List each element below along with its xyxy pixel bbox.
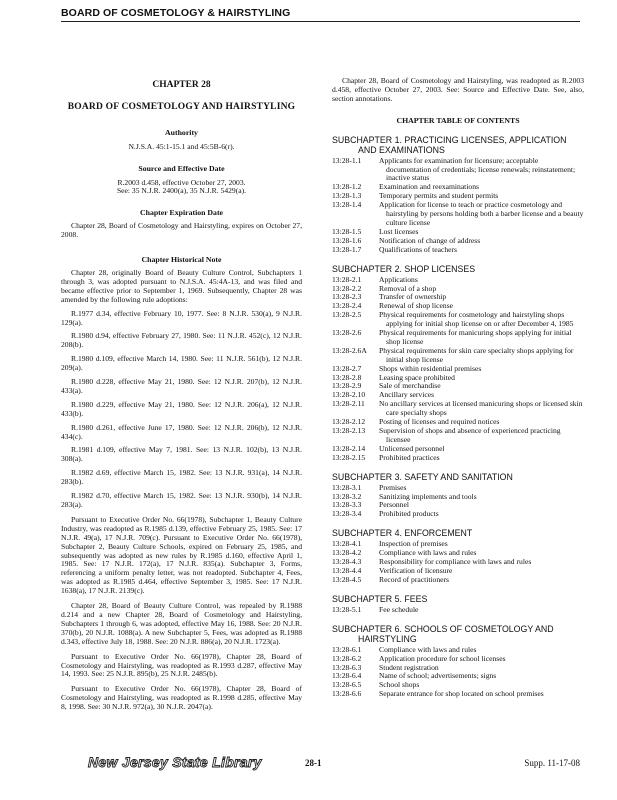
chapter-title: BOARD OF COSMETOLOGY AND HAIRSTYLING (67, 101, 296, 112)
section-list (332, 606, 584, 615)
section-title: Notification of change of address (379, 235, 481, 245)
history-continued: Chapter 28, Board of Cosmetology and Hairstyling, was readopted as R.2003 d.458, effective October 27, 2003. See: Source and Effective Date. See, also, section annotations. (332, 76, 584, 103)
section-list (332, 646, 584, 699)
section-number: 13:28-4.5 (332, 574, 362, 584)
subchapter-title: SUBCHAPTER 2. SHOP LICENSES (332, 263, 476, 274)
page-footer (0, 754, 617, 774)
section-number: 13:28-2.8 (332, 372, 362, 382)
section-title: Compliance with laws and rules (379, 548, 477, 558)
toc-entry (332, 567, 584, 576)
section-number: 13:28-4.1 (332, 539, 362, 549)
authority-heading: Authority (165, 127, 198, 137)
section-list (332, 484, 584, 520)
section-title: Examination and reexaminations (379, 182, 479, 192)
section-title: Sale of merchandise (379, 381, 441, 391)
section-number: 13:28-6.6 (332, 689, 362, 699)
section-title: Physical requirements for manicuring shops applying for initial shop license (379, 328, 572, 346)
toc-entry (332, 329, 584, 347)
toc-entry (332, 672, 584, 681)
authority-text: N.J.S.A. 45:1-15.1 and 45:5B-6(r). (128, 141, 235, 151)
toc-entry (332, 400, 584, 418)
supplement-date: Supp. 11-17-08 (524, 758, 580, 768)
section-title: Sanitizing implements and tools (379, 491, 477, 501)
section-title: Posting of licenses and required notices (379, 417, 500, 427)
section-title: Student registration (379, 662, 439, 672)
toc-entry (332, 311, 584, 329)
subchapter-heading (332, 528, 584, 538)
section-title: Prohibited practices (379, 452, 440, 462)
section-number: 13:28-2.14 (332, 443, 366, 453)
section-title: Leasing space prohibited (379, 372, 455, 382)
section-title: Ancillary services (379, 390, 435, 400)
section-number: 13:28-3.4 (332, 509, 362, 519)
section-title: Record of practitioners (379, 574, 450, 584)
toc-entry (332, 576, 584, 585)
section-number: 13:28-1.1 (332, 155, 362, 165)
section-title: Compliance with laws and rules (379, 644, 477, 654)
source-heading: Source and Effective Date (138, 163, 225, 173)
section-number: 13:28-2.1 (332, 274, 362, 284)
section-title: Unlicensed personnel (379, 443, 445, 453)
toc-entry (332, 655, 584, 664)
right-column (332, 77, 584, 699)
rule-adoption-item: R.1980 d.228, effective May 21, 1980. See: 12 N.J.R. 207(b), 12 N.J.R. 433(a). (61, 377, 302, 395)
toc-entry (332, 510, 584, 519)
section-title: Lost licenses (379, 226, 419, 236)
rule-adoption-item: R.1982 d.69, effective March 15, 1982. See: 13 N.J.R. 931(a), 14 N.J.R. 283(b). (61, 468, 302, 487)
section-title: Application procedure for school licenses (379, 653, 506, 663)
toc-entry (332, 493, 584, 502)
source-line-2: See: 35 N.J.R. 2400(a), 35 N.J.R. 5429(a). (116, 186, 247, 196)
section-title: Inspection of premises (379, 539, 448, 549)
section-number: 13:28-5.1 (332, 604, 362, 614)
rule-adoption-item: R.1982 d.70, effective March 15, 1982. See: 13 N.J.R. 930(b), 14 N.J.R. 283(a). (61, 491, 302, 509)
table-of-contents (332, 135, 584, 700)
section-title: Applicants for examination for licensure; acceptable documentation of credentials; license renewals; reinstatement; inactive status (379, 155, 576, 183)
subchapter-heading (332, 594, 584, 604)
library-watermark: New Jersey State Library (88, 754, 262, 770)
toc-entry (332, 606, 584, 615)
section-number: 13:28-2.6A (332, 345, 367, 355)
section-number: 13:28-6.1 (332, 644, 362, 654)
rule-adoption-item: R.1980 d.261, effective June 17, 1980. See: 12 N.J.R. 206(b), 12 N.J.R. 434(c). (61, 422, 302, 441)
section-number: 13:28-2.5 (332, 310, 362, 320)
left-column (61, 77, 302, 712)
toc-entry (332, 276, 584, 285)
section-number: 13:28-4.4 (332, 565, 362, 575)
toc-entry (332, 374, 584, 383)
section-number: 13:28-2.13 (332, 426, 366, 435)
section-title: Fee schedule (379, 604, 419, 614)
toc-entry (332, 246, 584, 255)
section-title: Temporary permits and student permits (379, 191, 499, 201)
section-number: 13:28-6.3 (332, 662, 362, 672)
history-paragraph: Pursuant to Executive Order No. 66(1978), Chapter 28, Board of Cosmetology and Hairstyling, was readopted as R.1993 d.287, effective May 14, 1993. See: 25 N.J.R. 895(b), 25 N.J.R. 2485(b). (61, 651, 302, 679)
toc-entry (332, 445, 584, 454)
toc-entry (332, 501, 584, 510)
toc-heading: CHAPTER TABLE OF CONTENTS (396, 115, 520, 125)
section-number: 13:28-2.15 (332, 452, 366, 462)
section-number: 13:28-1.7 (332, 244, 362, 254)
toc-entry (332, 285, 584, 294)
section-number: 13:28-4.2 (332, 548, 362, 558)
section-number: 13:28-6.2 (332, 653, 362, 663)
section-title: Personnel (379, 500, 409, 510)
subchapter-heading (332, 135, 584, 155)
expiration-heading: Chapter Expiration Date (139, 208, 224, 218)
expiration-text: Chapter 28, Board of Cosmetology and Hairstyling, expires on October 27, 2008. (61, 221, 302, 240)
section-list (332, 276, 584, 463)
history-heading: Chapter Historical Note (141, 255, 222, 265)
section-title: Responsibility for compliance with laws and rules (379, 557, 532, 567)
section-title: Transfer of ownership (379, 292, 447, 302)
subchapter-title: SUBCHAPTER 6. SCHOOLS OF COSMETOLOGY AND (332, 623, 554, 634)
toc-entry (332, 427, 584, 445)
section-number: 13:28-1.5 (332, 226, 362, 236)
subchapter-heading (332, 472, 584, 482)
subchapter-title: SUBCHAPTER 1. PRACTICING LICENSES, APPLICATION (332, 134, 567, 145)
section-number: 13:28-2.12 (332, 417, 366, 427)
section-title: Name of school; advertisements; signs (379, 671, 497, 681)
section-number: 13:28-2.10 (332, 390, 366, 400)
rule-adoption-item: R.1980 d.229, effective May 21, 1980. See: 12 N.J.R. 206(a), 12 N.J.R. 433(b). (61, 399, 302, 418)
running-head: BOARD OF COSMETOLOGY & HAIRSTYLING (61, 7, 291, 19)
section-title: Removal of a shop (379, 283, 437, 293)
toc-entry (332, 237, 584, 246)
subchapter-heading (332, 624, 584, 644)
history-paragraph: Pursuant to Executive Order No. 66(1978), Subchapter 1, Beauty Culture Industry, was readopted as R.1985 d.139, effective February 25, 1985. See: 17 N.J.R. 49(a), 17 N.J.R. 709(c). Pursuant to Executive Order No. 66(1978), Subchapter 2, Beauty Culture Schools, expired on February 25, 1985, and subsequently was adopted as new rules by R.1985 d.160, effective April 1, 1985. See: 17 N.J.R. 172(a), 17 N.J.R. 835(a). Subchapter 3, Forms, referencing a uniform penalty letter, was not readopted. Subchapter 4, Fees, was adopted as R.1985 d.464, effective September 3, 1985. See: 17 N.J.R. 1638(a), 17 N.J.R. 2139(c). (61, 514, 302, 596)
toc-entry (332, 454, 584, 463)
section-title: Applications (379, 274, 418, 284)
toc-entry (332, 365, 584, 374)
section-number: 13:28-1.2 (332, 182, 362, 192)
rule-adoption-list (61, 310, 302, 510)
subchapter-title: SUBCHAPTER 4. ENFORCEMENT (332, 528, 473, 539)
section-number: 13:28-2.7 (332, 363, 362, 373)
page-number: 28-1 (305, 758, 322, 768)
source-line-1: R.2003 d.458, effective October 27, 2003. (117, 177, 246, 187)
section-list (332, 540, 584, 585)
section-number: 13:28-2.9 (332, 381, 362, 391)
section-number: 13:28-3.1 (332, 482, 362, 492)
section-number: 13:28-6.5 (332, 680, 362, 690)
subchapter-heading (332, 264, 584, 274)
toc-entry (332, 293, 584, 302)
toc-entry (332, 690, 584, 699)
section-number: 13:28-1.4 (332, 200, 362, 210)
subchapter-title: SUBCHAPTER 5. FEES (332, 593, 428, 604)
section-number: 13:28-2.11 (332, 399, 365, 409)
section-number: 13:28-1.3 (332, 191, 362, 201)
section-number: 13:28-3.2 (332, 491, 362, 501)
chapter-number: CHAPTER 28 (152, 80, 211, 90)
subchapter-title: SUBCHAPTER 3. SAFETY AND SANITATION (332, 471, 513, 482)
rule-adoption-item: R.1977 d.34, effective February 10, 1977. See: 8 N.J.R. 530(a), 9 N.J.R. 129(a). (61, 308, 302, 327)
section-title: Supervision of shops and absence of experienced practicing licensee (379, 426, 561, 444)
rule-adoption-item: R.1980 d.94, effective February 27, 1980. See: 11 N.J.R. 452(c), 12 N.J.R. 208(b). (61, 331, 302, 350)
section-number: 13:28-3.3 (332, 500, 362, 510)
section-title: Verification of licensure (379, 565, 453, 575)
section-number: 13:28-2.3 (332, 292, 362, 302)
toc-entry (332, 558, 584, 567)
section-number: 13:28-6.4 (332, 671, 362, 681)
rule-adoption-item: R.1980 d.109, effective March 14, 1980. See: 11 N.J.R. 561(b), 12 N.J.R. 209(a). (61, 354, 302, 373)
section-title: No ancillary services at licensed manicuring shops or licensed skin care specialty shops (379, 399, 583, 418)
section-title: Application for license to teach or practice cosmetology and hairstyling by persons holding both a barber license and a beauty culture license (379, 200, 584, 227)
section-title: Qualifications of teachers (379, 244, 458, 254)
section-number: 13:28-2.6 (332, 328, 362, 338)
section-title: Physical requirements for cosmetology and hairstyling shops applying for initial shop license on or after December 4, 1985 (379, 310, 574, 329)
history-paragraph: Chapter 28, Board of Beauty Culture Control, was repealed by R.1988 d.214 and a new Chapter 28, Board of Cosmetology and Hairstyling, Subchapters 1 through 6, was adopted, effective May 16, 1988. See: 20 N.J.R. 370(b), 20 N.J.R. 1088(a). A new Subchapter 5, Fees, was adopted as R.1988 d.343, effective July 18, 1988. See: 20 N.J.R. 886(a), 20 N.J.R. 1723(a). (61, 601, 302, 646)
section-title: Prohibited products (379, 509, 439, 519)
section-title: Shops within residential premises (379, 363, 482, 373)
section-title: Physical requirements for skin care specialty shops applying for initial shop license (379, 345, 574, 364)
history-intro: Chapter 28, originally Board of Beauty Culture Control, Subchapters 1 through 3, was adopted pursuant to N.J.S.A. 45:4A-13, and was filed and became effective prior to September 1, 1969. Subsequently, Chapter 28 was amended by the following rule adoptions: (61, 267, 302, 304)
section-title: Renewal of shop license (379, 301, 454, 311)
section-number: 13:28-2.4 (332, 301, 362, 311)
history-paragraph: Pursuant to Executive Order No. 66(1978), Chapter 28, Board of Cosmetology and Hairstyling, was readopted as R.1998 d.285, effective May 8, 1998. See: 30 N.J.R. 972(a), 30 N.J.R. 2047(a). (61, 684, 302, 712)
section-number: 13:28-4.3 (332, 557, 362, 567)
section-title: School shops (379, 680, 420, 690)
toc-entry (332, 347, 584, 365)
toc-entry (332, 157, 584, 184)
section-number: 13:28-2.2 (332, 283, 362, 293)
section-title: Separate entrance for shop located on school premises (379, 689, 544, 699)
toc-entry (332, 201, 584, 228)
section-number: 13:28-1.6 (332, 235, 362, 245)
section-title: Premises (379, 482, 407, 492)
subchapter-title-continued: AND EXAMINATIONS (358, 144, 445, 155)
rule-adoption-item: R.1981 d.109, effective May 7, 1981. See: 13 N.J.R. 102(b), 13 N.J.R. 308(a). (61, 445, 302, 464)
header-rule (61, 21, 580, 22)
toc-entry (332, 382, 584, 391)
section-list (332, 157, 584, 255)
subchapter-title-continued: HAIRSTYLING (358, 633, 417, 644)
